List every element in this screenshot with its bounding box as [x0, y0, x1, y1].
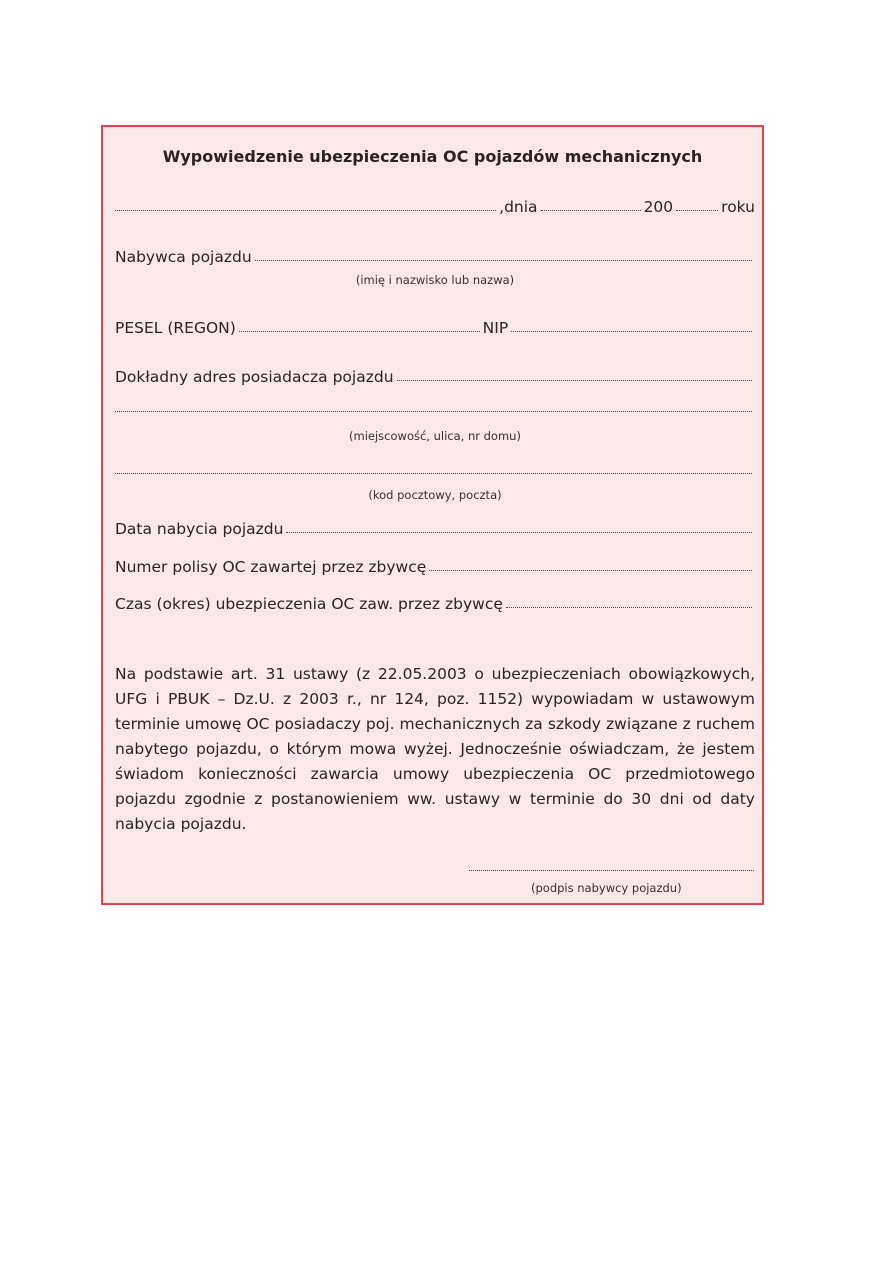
- address-line-1: [115, 399, 755, 413]
- nip-label: NIP: [482, 319, 509, 337]
- address-caption-1: (miejscowość, ulica, nr domu): [349, 429, 521, 443]
- insurance-period-row: [115, 594, 755, 614]
- form-title: Wypowiedzenie ubezpieczenia OC pojazdów mechanicznych: [162, 147, 703, 166]
- place-field[interactable]: [115, 197, 496, 211]
- roku-label: roku: [721, 198, 755, 216]
- address-label: Dokładny adres posiadacza pojazdu: [115, 368, 394, 386]
- address-line-2: [115, 461, 755, 475]
- address-row: [115, 367, 755, 387]
- declaration-paragraph: Na podstawie art. 31 ustawy (z 22.05.2003 o ubezpieczeniach obowiązkowych, UFG i PBUK – Dz.U. z 2003 r., nr 124, poz. 1152) wypowiadam w ustawowym terminie umowę OC posiadaczy poj. mechanicznych za szkody związane z ruchem nabytego pojazdu, o którym mowa wyżej. Jednocześnie oświadczam, że jestem świadom konieczności zawarcia umowy ubezpieczenia OC przedmiotowego pojazdu zgodnie z postanowieniem ww. ustawy w terminie do 30 dni od daty nabycia pojazdu.: [115, 665, 755, 833]
- termination-form: [101, 125, 764, 905]
- policy-number-row: [115, 557, 755, 577]
- dnia-label: ,dnia: [499, 198, 538, 216]
- nip-field[interactable]: [511, 318, 752, 332]
- pesel-field[interactable]: [239, 318, 480, 332]
- policy-number-field[interactable]: [429, 557, 752, 571]
- year-prefix: 200: [643, 198, 674, 216]
- purchase-date-row: [115, 519, 755, 539]
- address-city-field[interactable]: [115, 398, 752, 412]
- policy-number-label: Numer polisy OC zawartej przez zbywcę: [115, 558, 427, 576]
- insurance-period-field[interactable]: [506, 594, 752, 608]
- purchase-date-field[interactable]: [286, 519, 752, 533]
- buyer-label: Nabywca pojazdu: [115, 248, 252, 266]
- insurance-period-label: Czas (okres) ubezpieczenia OC zaw. przez zbywcę: [115, 595, 503, 613]
- address-field[interactable]: [397, 367, 752, 381]
- pesel-label: PESEL (REGON): [115, 319, 236, 337]
- day-month-field[interactable]: [541, 197, 641, 211]
- year-field[interactable]: [676, 197, 718, 211]
- signature-caption: (podpis nabywcy pojazdu): [531, 881, 682, 895]
- buyer-row: [115, 247, 755, 267]
- signature-field[interactable]: [469, 860, 754, 871]
- buyer-caption: (imię i nazwisko lub nazwa): [355, 273, 515, 287]
- address-postal-field[interactable]: [115, 460, 752, 474]
- buyer-field[interactable]: [255, 247, 752, 261]
- pesel-row: [115, 318, 755, 338]
- purchase-date-label: Data nabycia pojazdu: [115, 520, 284, 538]
- date-row: [115, 197, 755, 217]
- address-caption-2: (kod pocztowy, poczta): [368, 488, 502, 502]
